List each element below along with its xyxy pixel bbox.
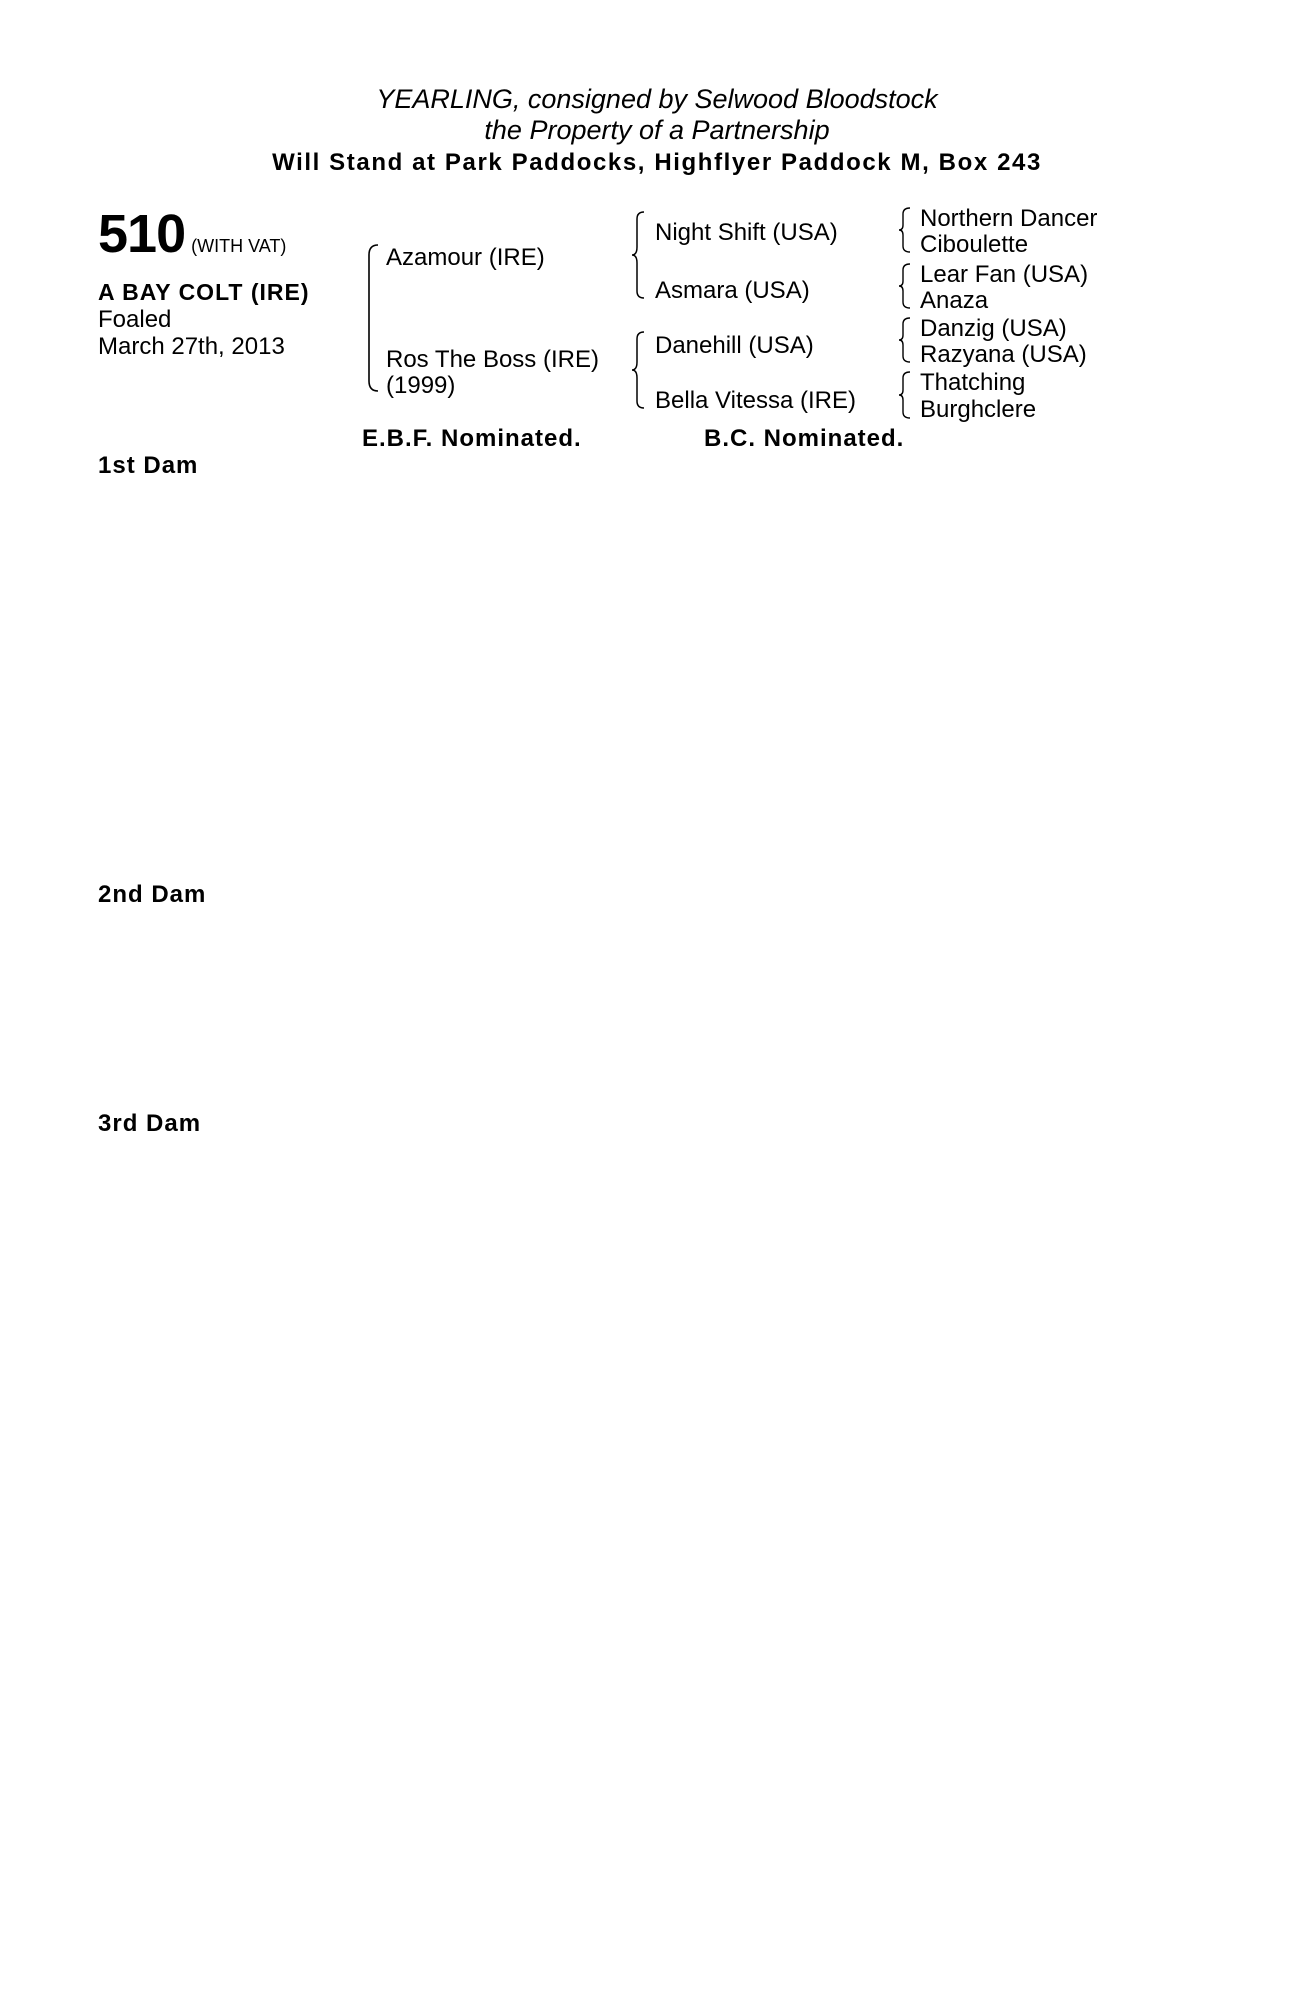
ancestor-name: Lear Fan (USA) bbox=[920, 261, 1089, 288]
property-line: the Property of a Partnership bbox=[484, 115, 830, 145]
sire-bracket-icon bbox=[631, 210, 647, 300]
bc-nomination: B.C. Nominated. bbox=[704, 425, 905, 452]
dam-dam: Bella Vitessa (IRE) bbox=[655, 387, 856, 414]
ancestor-name: Thatching bbox=[920, 369, 1026, 396]
dam-sire: Danehill (USA) bbox=[655, 332, 814, 359]
bracket-icon bbox=[898, 206, 912, 254]
lot-heading bbox=[98, 203, 286, 265]
ancestor-name: Danzig (USA) bbox=[920, 315, 1067, 342]
ancestor-name: Burghclere bbox=[920, 396, 1037, 423]
vat-note: (WITH VAT) bbox=[191, 236, 287, 256]
sire-dam: Asmara (USA) bbox=[655, 277, 810, 304]
foaled-label: Foaled bbox=[98, 306, 172, 333]
third-dam-heading: 3rd Dam bbox=[98, 1110, 202, 1137]
ancestor-name: Ciboulette bbox=[920, 231, 1029, 258]
consignor-line: YEARLING, consigned by Selwood Bloodstock bbox=[376, 84, 938, 114]
sire-sire: Night Shift (USA) bbox=[655, 219, 838, 246]
ancestor-name: Northern Dancer bbox=[920, 205, 1098, 232]
ancestor-name: Anaza bbox=[920, 287, 989, 314]
dam-year: (1999) bbox=[386, 372, 456, 399]
lot-number: 510 bbox=[98, 204, 186, 264]
horse-name: A BAY COLT (IRE) bbox=[98, 279, 310, 305]
bracket-icon bbox=[898, 370, 912, 420]
ancestor-name: Razyana (USA) bbox=[920, 341, 1087, 368]
foaled-date: March 27th, 2013 bbox=[98, 333, 285, 360]
dam-name: Ros The Boss (IRE) bbox=[386, 346, 599, 373]
dam-bracket-icon bbox=[631, 330, 647, 410]
bracket-icon bbox=[898, 316, 912, 364]
bracket-icon bbox=[898, 262, 912, 310]
ebf-nomination: E.B.F. Nominated. bbox=[362, 425, 582, 452]
location-line: Will Stand at Park Paddocks, Highflyer Paddock M, Box 243 bbox=[272, 149, 1042, 176]
second-dam-heading: 2nd Dam bbox=[98, 881, 207, 908]
sire-dam-bracket-icon bbox=[362, 243, 382, 393]
sire-name: Azamour (IRE) bbox=[386, 244, 545, 271]
first-dam-heading: 1st Dam bbox=[98, 452, 199, 479]
